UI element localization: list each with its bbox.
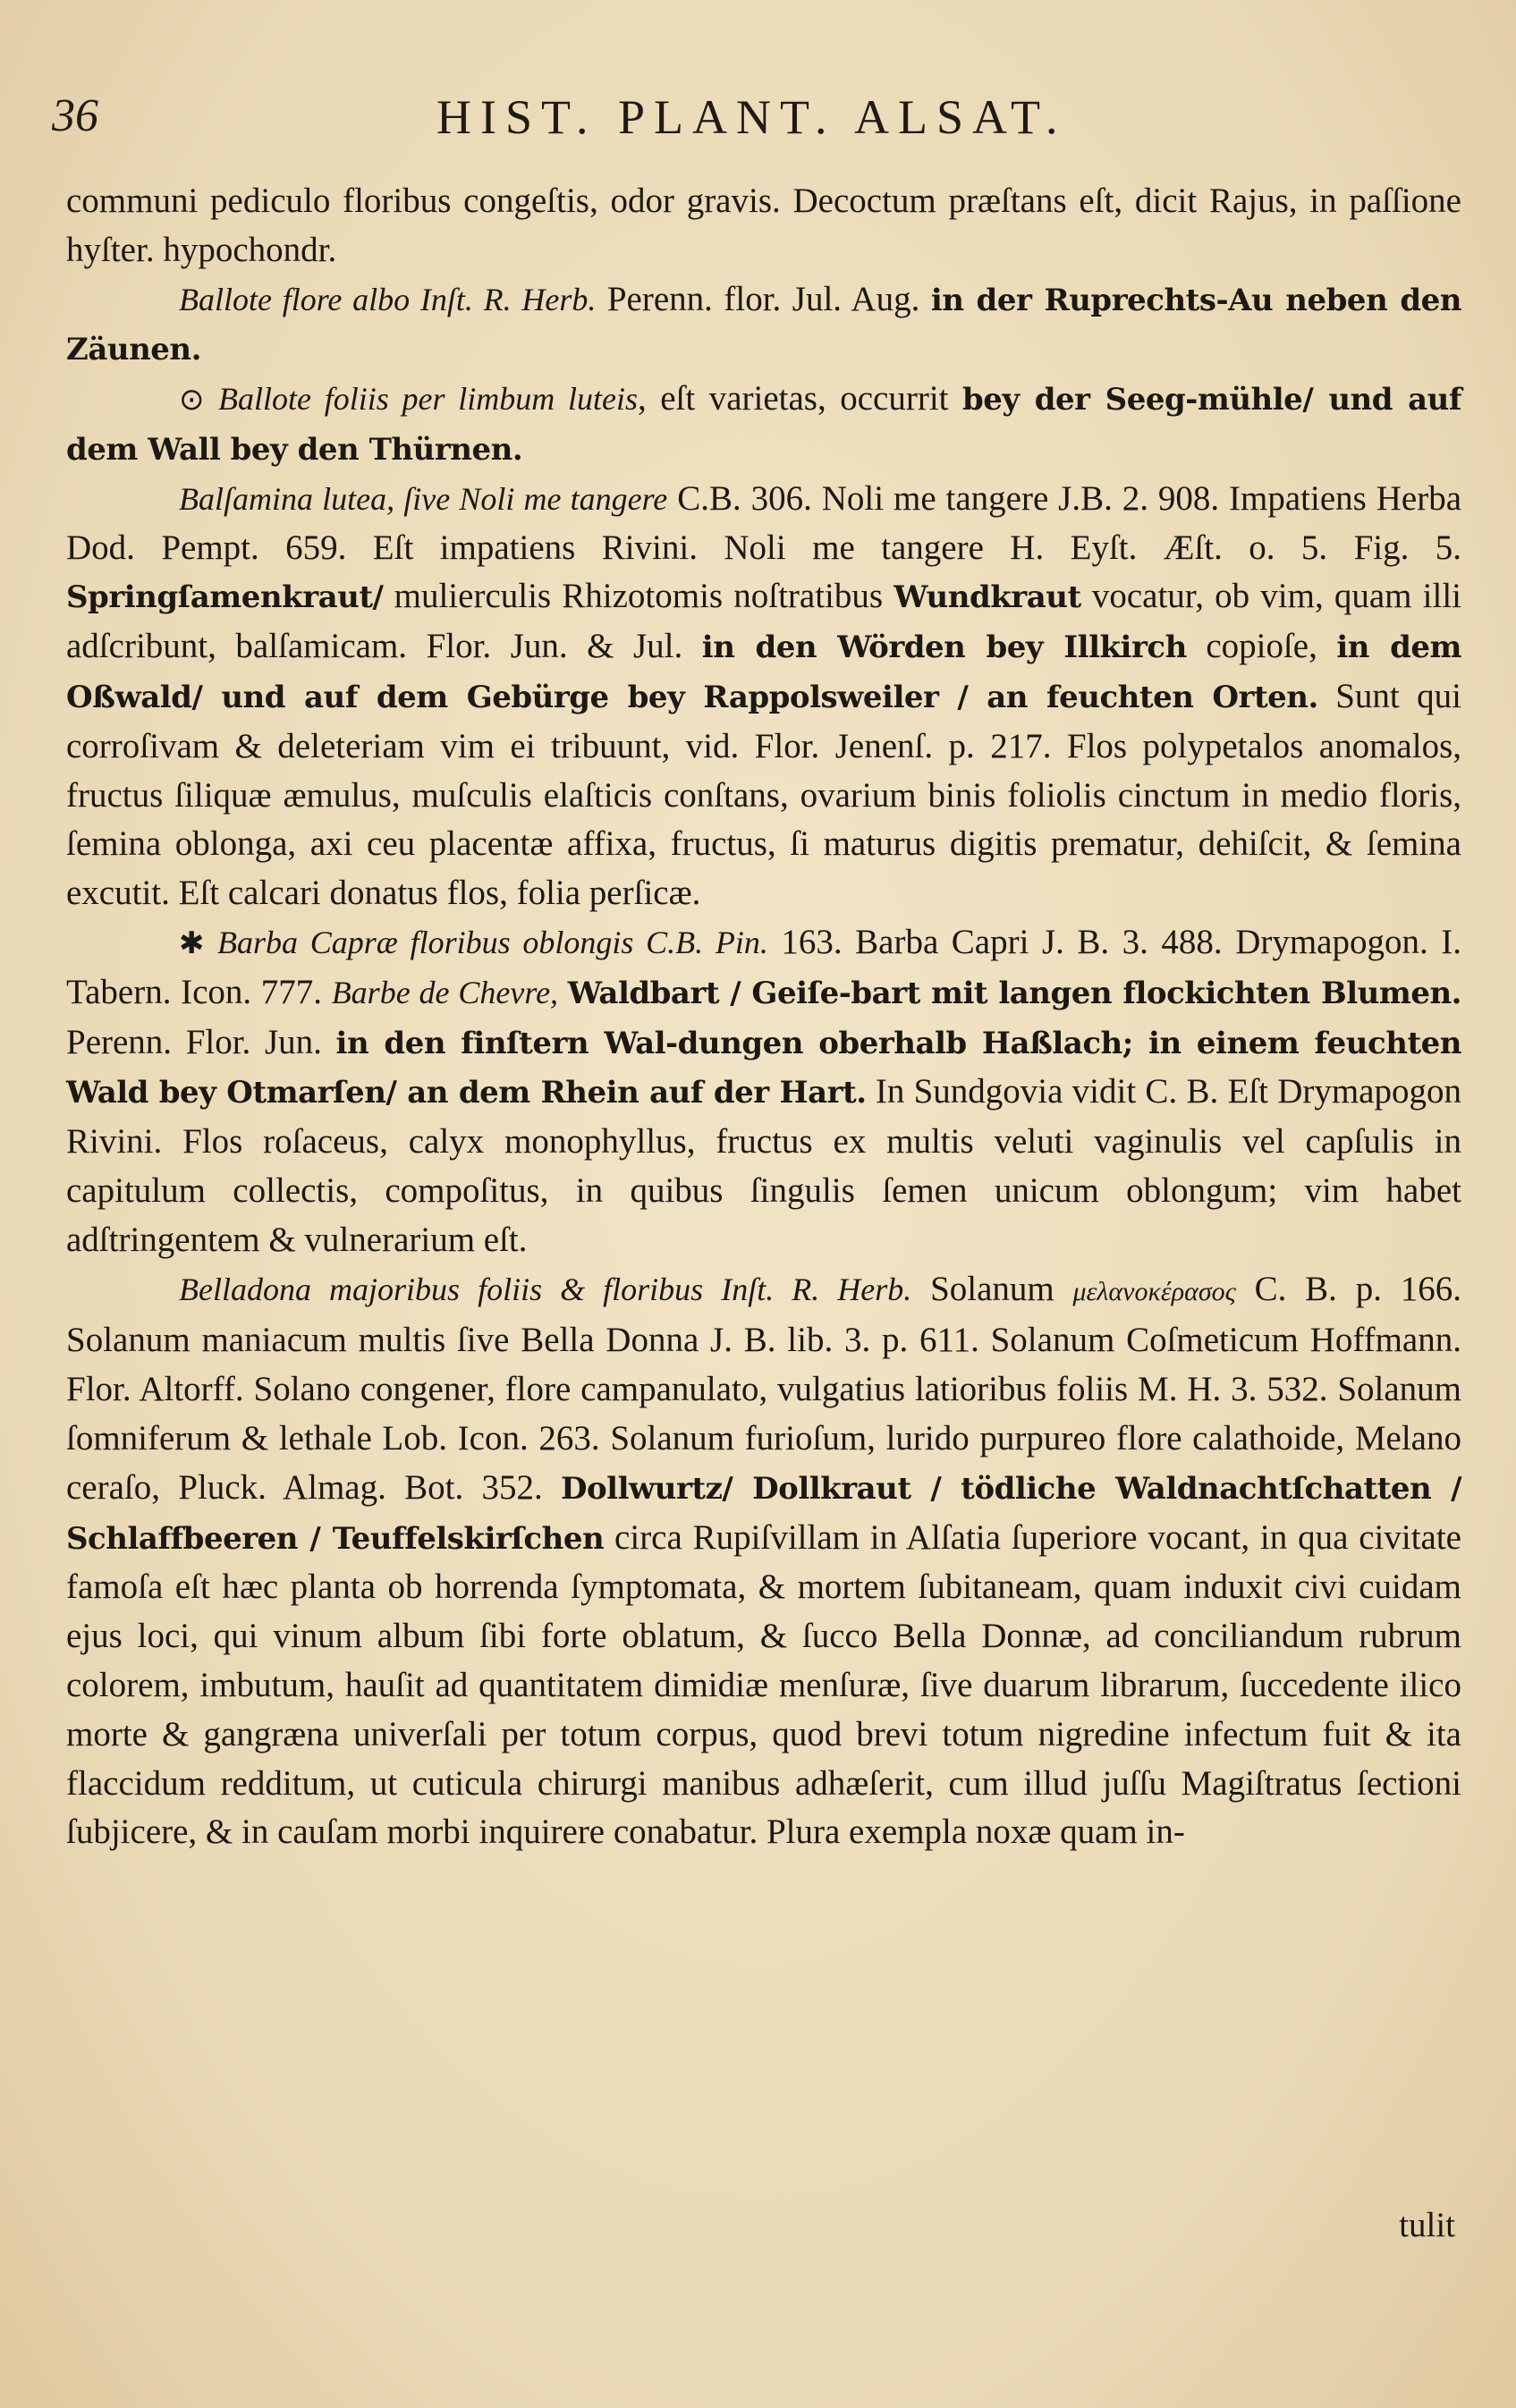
entry-belladona [66,1265,1461,1858]
german-name: Wundkraut [894,579,1081,616]
page-header [52,89,1447,152]
latin-text: mulierculis Rhizotomis noſtratibus [383,577,894,616]
plant-name: Ballote flore albo Inſt. R. Herb. [179,281,597,317]
body-text [66,177,1461,1857]
latin-text: Solanum [911,1269,1073,1308]
entry-barba-caprae [66,918,1461,1265]
plant-name: Ballote foliis per limbum luteis [218,381,638,418]
german-locality: in dem Oßwald/ und auf dem Gebürge bey Rappolsweiler / an feuchten Orten. [66,629,1461,715]
latin-text: vocatur, ob vim, quam illi adſcribunt, balſamicam. Flor. Jun. & Jul. [66,577,1461,666]
asterisk-icon: ✱ [179,925,205,961]
latin-text: 163. Barba Capri J. B. 3. 488. Drymapogon. I. Tabern. Icon. 777. [66,922,1461,1011]
latin-text: Perenn. Flor. Jun. [66,1022,336,1061]
latin-text: C.B. 306. Noli me tangere J.B. 2. 908. Impatiens Herba Dod. Pempt. 659. Eſt impatiens Rivini. Noli me tangere H. Eyſt. Æſt. o. 5. Fig. 5. [66,478,1462,567]
plant-name: Balſamina lutea, ſive Noli me tangere [179,480,668,517]
greek-name: μελανοκέρασος [1072,1276,1236,1306]
latin-text [558,973,568,1011]
plant-name: Barba Capræ floribus oblongis C.B. Pin. [217,924,768,960]
entry-ballote-variety [66,375,1461,475]
latin-text: Perenn. flor. Jul. Aug. [596,279,931,318]
german-locality: in den finſtern Wal-dungen oberhalb Haßlach; in einem feuchten Wald bey Otmarſen/ an dem Rhein auf der Hart. [66,1025,1461,1111]
german-locality: bey der Seeg-mühle/ und auf dem Wall bey den Thürnen. [66,382,1461,468]
german-name: Dollwurtz/ Dollkraut / tödliche Waldnachtſchatten / Schlaffbeeren / Teuffelskirſchen [66,1470,1461,1557]
latin-text: In Sundgovia vidit C. B. Eſt Drymapogon Rivini. Flos roſaceus, calyx monophyllus, fructus ex multis veluti vaginulis vel capſulis in capitulum collectis, compoſitus, in quibus ſingulis ſemen unicum oblongum; vim habet adſtringentem & vulnerarium eſt. [66,1072,1461,1259]
catchword: tulit [1399,2206,1455,2244]
entry-balsamina [66,475,1461,918]
latin-text: communi pediculo floribus congeſtis, odor gravis. Decoctum præſtans eſt, dicit Rajus, in paſſione hyſter. hypochondr. [66,182,1461,269]
plant-name: Belladona majoribus foliis & floribus Inſt. R. Herb. [179,1271,912,1307]
german-locality: in den Wörden bey Illkirch [701,629,1187,666]
latin-text: circa Rupiſvillam in Alſatia ſuperiore vocant, in qua civitate famoſa eſt hæc planta ob horrenda ſymptomata, & mortem ſubitaneam, quam induxit civi cuidam ejus loci, qui vinum album ſibi forte oblatum, & ſucco Bella Donnæ, ad conciliandum rubrum colorem, imbutum, hauſit ad quantitatem dimidiæ menſuræ, ſive duarum librarum, ſuccedente ilico morte & gangræna univerſali per totum corpus, quod brevi totum nigredine infectum fuit & ita flaccidum redditum, ut cuticula chirurgi manibus adhæſerit, cum illud juſſu Magiſtratus ſectioni ſubjicere, & in cauſam morbi inquirere conabatur. Plura exempla noxæ quam in- [66,1517,1461,1852]
entry-ballote [66,275,1461,376]
latin-text: , eſt varietas, occurrit [637,379,962,418]
latin-text: C. B. p. 166. Solanum maniacum multis ſive Bella Donna J. B. lib. 3. p. 611. Solanum Coſmeticum Hoffmann. Flor. Altorff. Solano congener, flore campanulato, vulgatius latioribus foliis M. H. 3. 532. Solanum ſomniferum & lethale Lob. Icon. 263. Solanum furioſum, lurido purpureo flore calathoide, Melano ceraſo, Pluck. Almag. Bot. 352. [66,1269,1461,1507]
latin-text: Sunt qui corroſivam & deleteriam vim ei tribuunt, vid. Flor. Jenenſ. p. 217. Flos polypetalos anomalos, fructus ſiliquæ æmulus, muſculis elaſticis conſtans, ovarium binis foliolis cinctum in medio floris, ſemina oblonga, axi ceu placentæ affixa, fructus, ſi maturus digitis prematur, dehiſcit, & ſemina excutit. Eſt calcari donatus flos, folia perſicæ. [66,676,1461,913]
paragraph-continuation [66,177,1461,275]
running-title: HIST. PLANT. ALSAT. [436,90,1067,144]
german-locality: in der Ruprechts-Au neben den Zäunen. [66,282,1461,368]
circle-dot-icon: ⊙ [179,382,205,418]
page-number: 36 [52,90,98,141]
french-name: Barbe de Chevre, [331,974,559,1010]
german-name: Waldbart / Geiſe-bart mit langen flockichten Blumen. [567,975,1462,1011]
latin-text: copioſe, [1186,627,1337,666]
german-name: Springſamenkraut/ [66,579,384,616]
